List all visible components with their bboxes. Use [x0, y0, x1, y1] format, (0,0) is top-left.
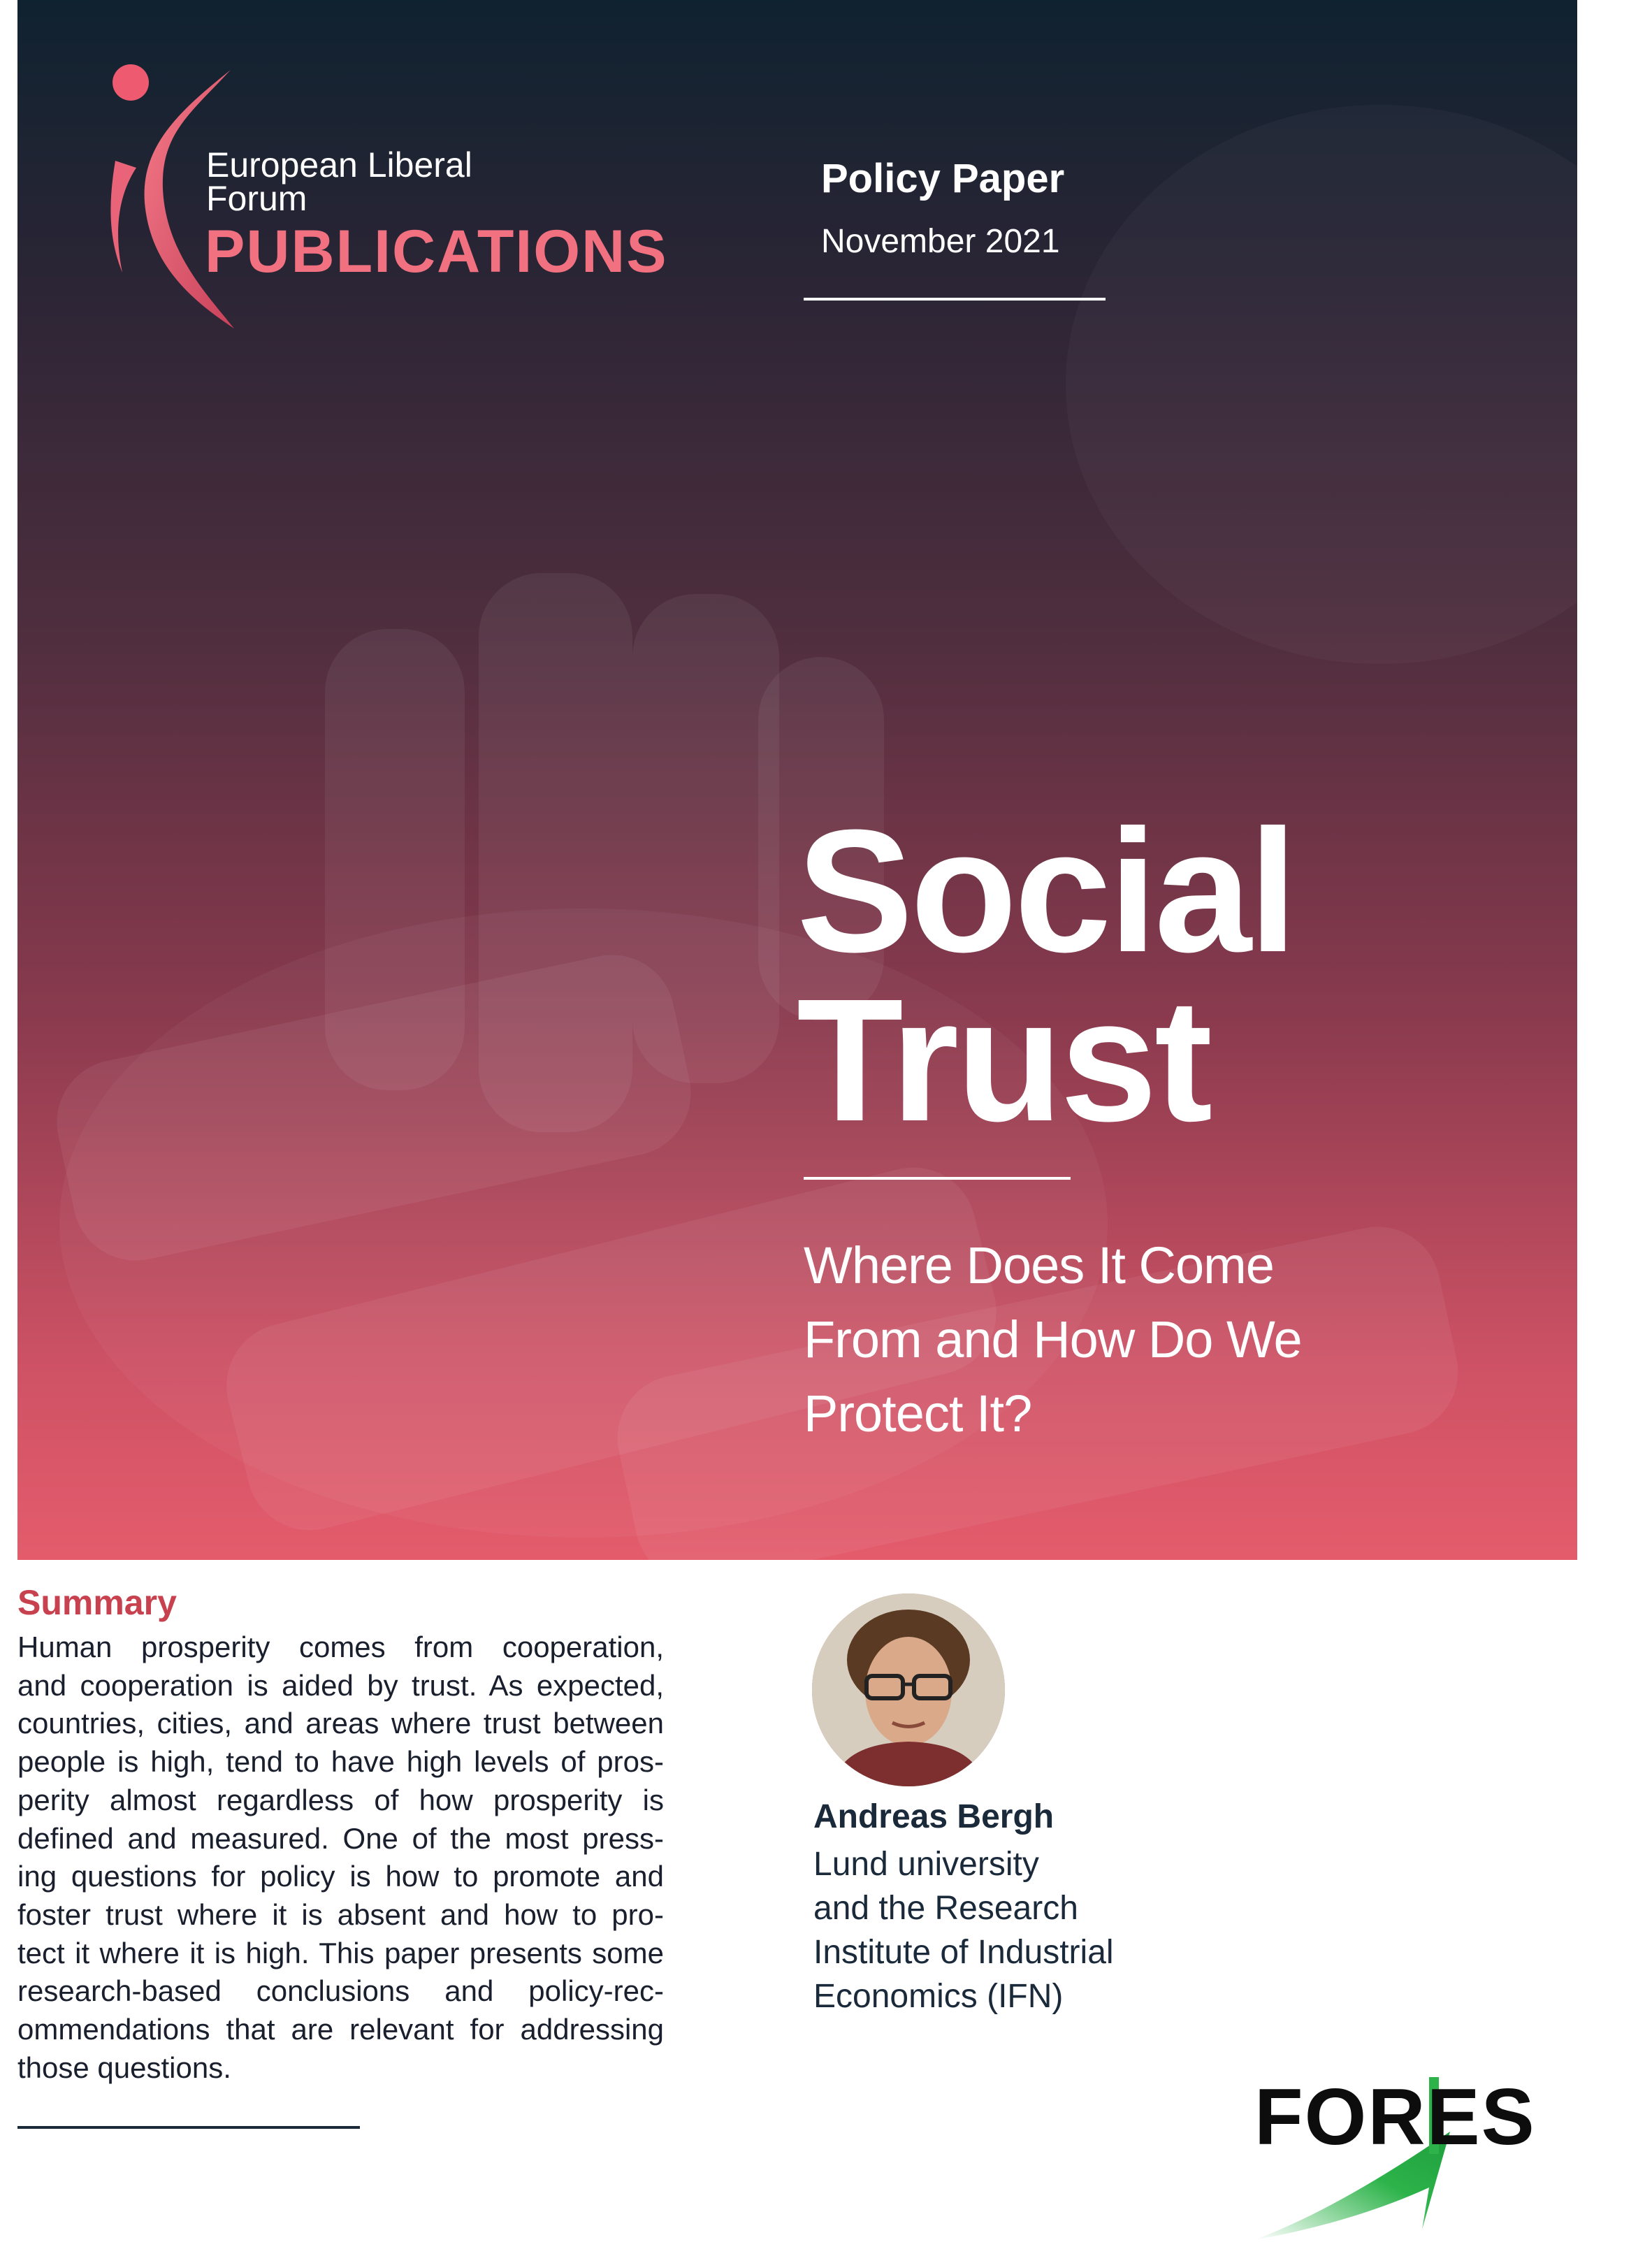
subtitle-line: Protect It? [804, 1384, 1032, 1443]
summary-line: countries, cities, and areas where trust between [17, 1707, 664, 1740]
summary-line: and cooperation is aided by trust. As expected, [17, 1668, 664, 1702]
header-divider [804, 298, 1106, 301]
summary-heading: Summary [17, 1583, 177, 1622]
summary-line: ommendations that are relevant for addressing [17, 2013, 664, 2046]
logo-text-line2: Forum [206, 179, 307, 218]
subtitle [804, 1229, 1433, 1451]
affiliation-line: Institute of Industrial [813, 1934, 1114, 1971]
subtitle-line: Where Does It Come [804, 1236, 1274, 1294]
title-line2: Trust [797, 962, 1210, 1157]
author-portrait-icon [812, 1593, 1005, 1786]
summary-line: foster trust where it is absent and how to pro- [17, 1897, 664, 1931]
logo-text-line1: European Liberal [206, 145, 472, 185]
affiliation-line: Lund university [813, 1846, 1039, 1883]
affiliation-line: Economics (IFN) [813, 1978, 1064, 2015]
summary-line: those questions. [17, 2051, 231, 2084]
fores-wordmark: FORES [1254, 2073, 1536, 2162]
summary-line: defined and measured. One of the most press- [17, 1821, 664, 1855]
title-divider [804, 1177, 1071, 1180]
summary-line: tect it where it is high. This paper presents some [17, 1936, 664, 1969]
document-type: Policy Paper [821, 156, 1065, 201]
author-affiliation [813, 1842, 1114, 2018]
summary-line: Human prosperity comes from cooperation, [17, 1631, 664, 1663]
summary-line: people is high, tend to have high levels of pros- [17, 1745, 664, 1779]
author-avatar [812, 1593, 1005, 1786]
summary-line: ing questions for policy is how to promote and [17, 1860, 664, 1893]
fores-logo [1254, 2073, 1548, 2250]
subtitle-line: From and How Do We [804, 1310, 1302, 1368]
summary-line: perity almost regardless of how prosperity is [17, 1783, 664, 1816]
affiliation-line: and the Research [813, 1890, 1078, 1927]
author-name: Andreas Bergh [813, 1798, 1055, 1835]
title-line1: Social [797, 793, 1295, 988]
summary-divider [17, 2126, 360, 2129]
logo-publications: PUBLICATIONS [205, 218, 668, 285]
summary-line: research-based conclusions and policy-rec- [17, 1974, 664, 2008]
publication-date: November 2021 [821, 223, 1060, 260]
summary-body [17, 1628, 664, 2087]
background-photo-shape [1066, 105, 1577, 664]
